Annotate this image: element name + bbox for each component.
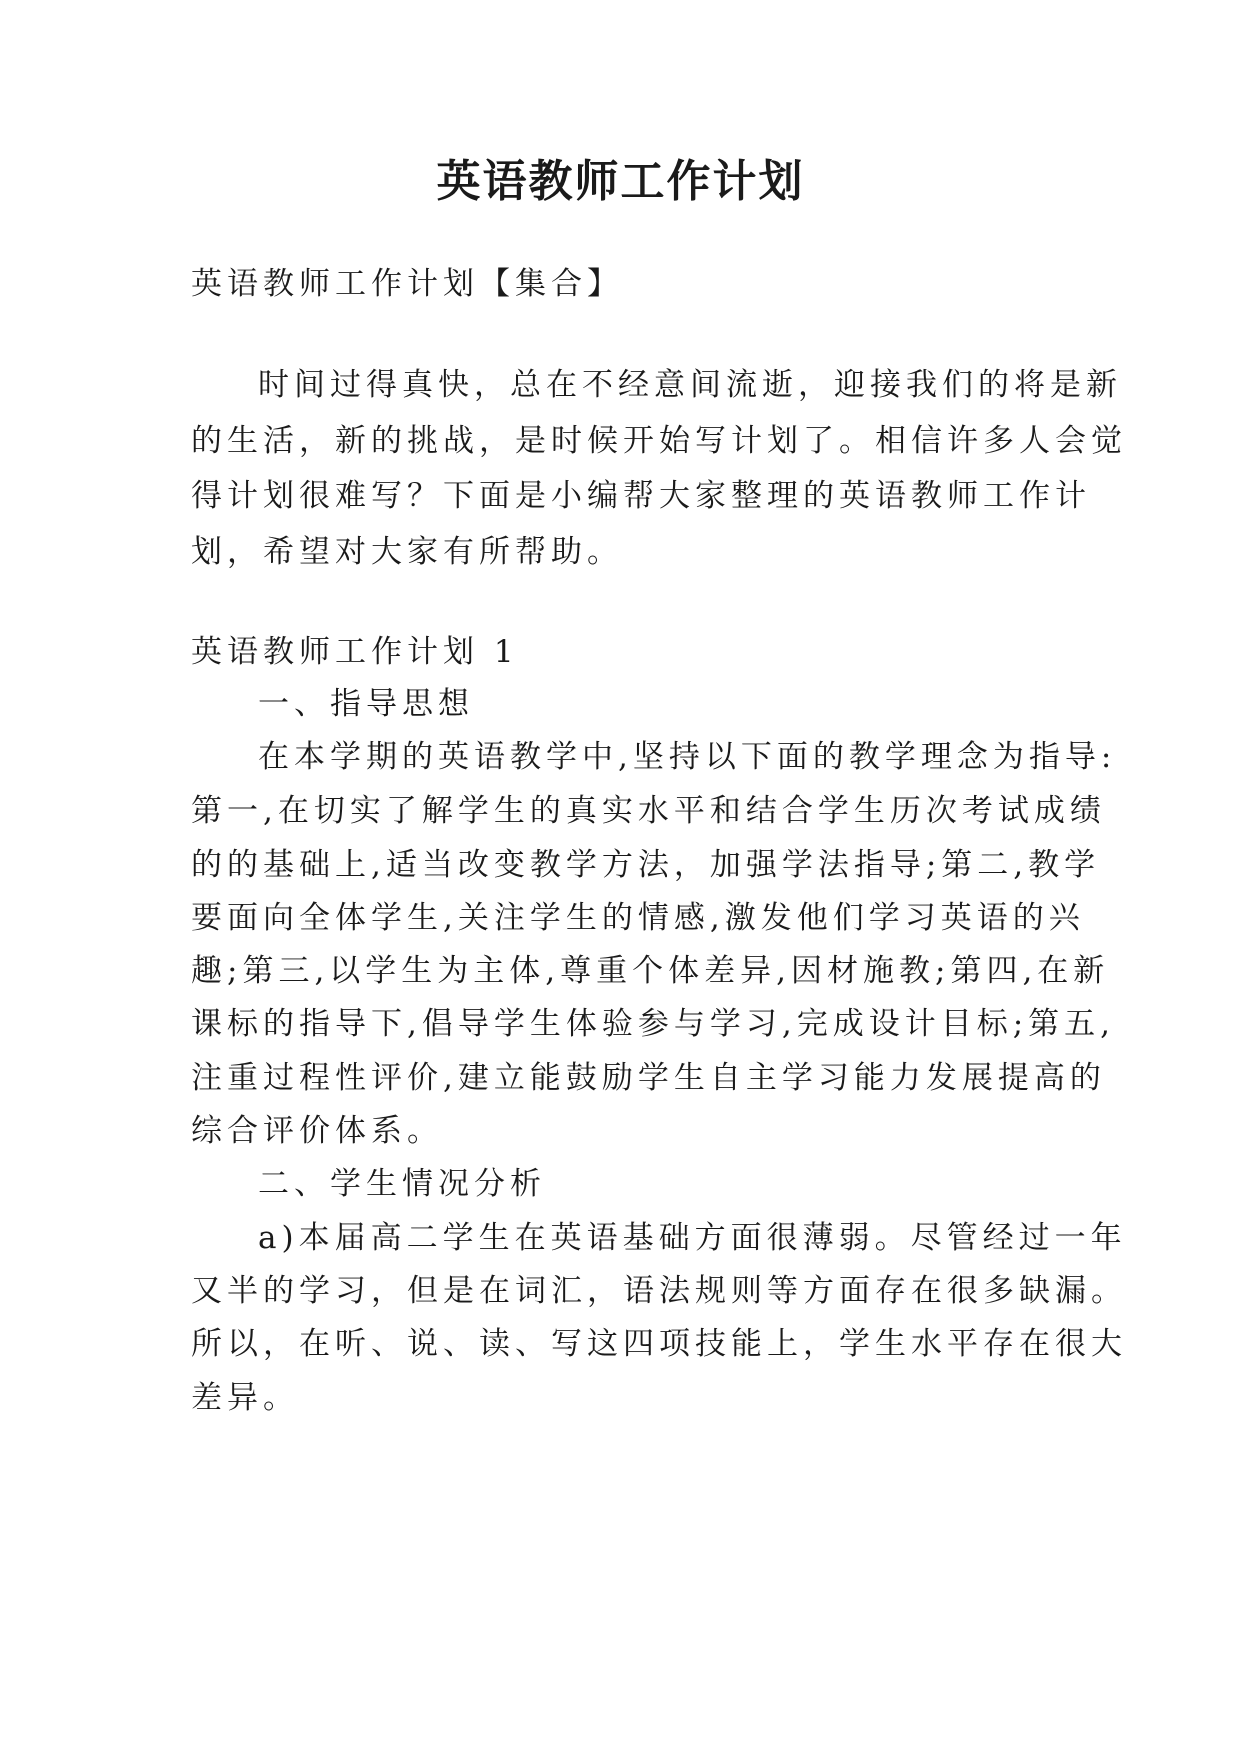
intro-line: 得计划很难写？下面是小编帮大家整理的英语教师工作计 [191,478,1091,514]
heading-student-analysis: 二、学生情况分析 [258,1166,546,1202]
analysis-line: 差异。 [191,1380,299,1416]
analysis-line: 所以，在听、说、读、写这四项技能上，学生水平存在很大 [191,1326,1127,1362]
document-subtitle: 英语教师工作计划【集合】 [191,266,623,302]
document-title: 英语教师工作计划 [436,156,805,207]
intro-line: 时间过得真快，总在不经意间流逝，迎接我们的将是新 [258,367,1122,403]
guidance-line: 在本学期的英语教学中,坚持以下面的教学理念为指导: [258,739,1117,775]
intro-line: 的生活，新的挑战，是时候开始写计划了。相信许多人会觉 [191,423,1127,459]
analysis-line: 又半的学习，但是在词汇，语法规则等方面存在很多缺漏。 [191,1273,1127,1309]
section-heading: 英语教师工作计划 1 [191,634,519,670]
guidance-line: 课标的指导下,倡导学生体验参与学习,完成设计目标;第五, [191,1006,1116,1042]
heading-guiding-ideology: 一、指导思想 [258,686,474,722]
guidance-line: 趣;第三,以学生为主体,尊重个体差异,因材施教;第四,在新 [191,953,1110,989]
guidance-line: 综合评价体系。 [191,1113,443,1149]
guidance-line: 要面向全体学生,关注学生的情感,激发他们学习英语的兴 [191,900,1085,936]
guidance-line: 注重过程性评价,建立能鼓励学生自主学习能力发展提高的 [191,1060,1106,1096]
guidance-line: 第一,在切实了解学生的真实水平和结合学生历次考试成绩 [191,793,1106,829]
analysis-line: a)本届高二学生在英语基础方面很薄弱。尽管经过一年 [258,1220,1127,1256]
guidance-line: 的的基础上,适当改变教学方法，加强学法指导;第二,教学 [191,847,1101,883]
intro-line: 划，希望对大家有所帮助。 [191,534,623,570]
